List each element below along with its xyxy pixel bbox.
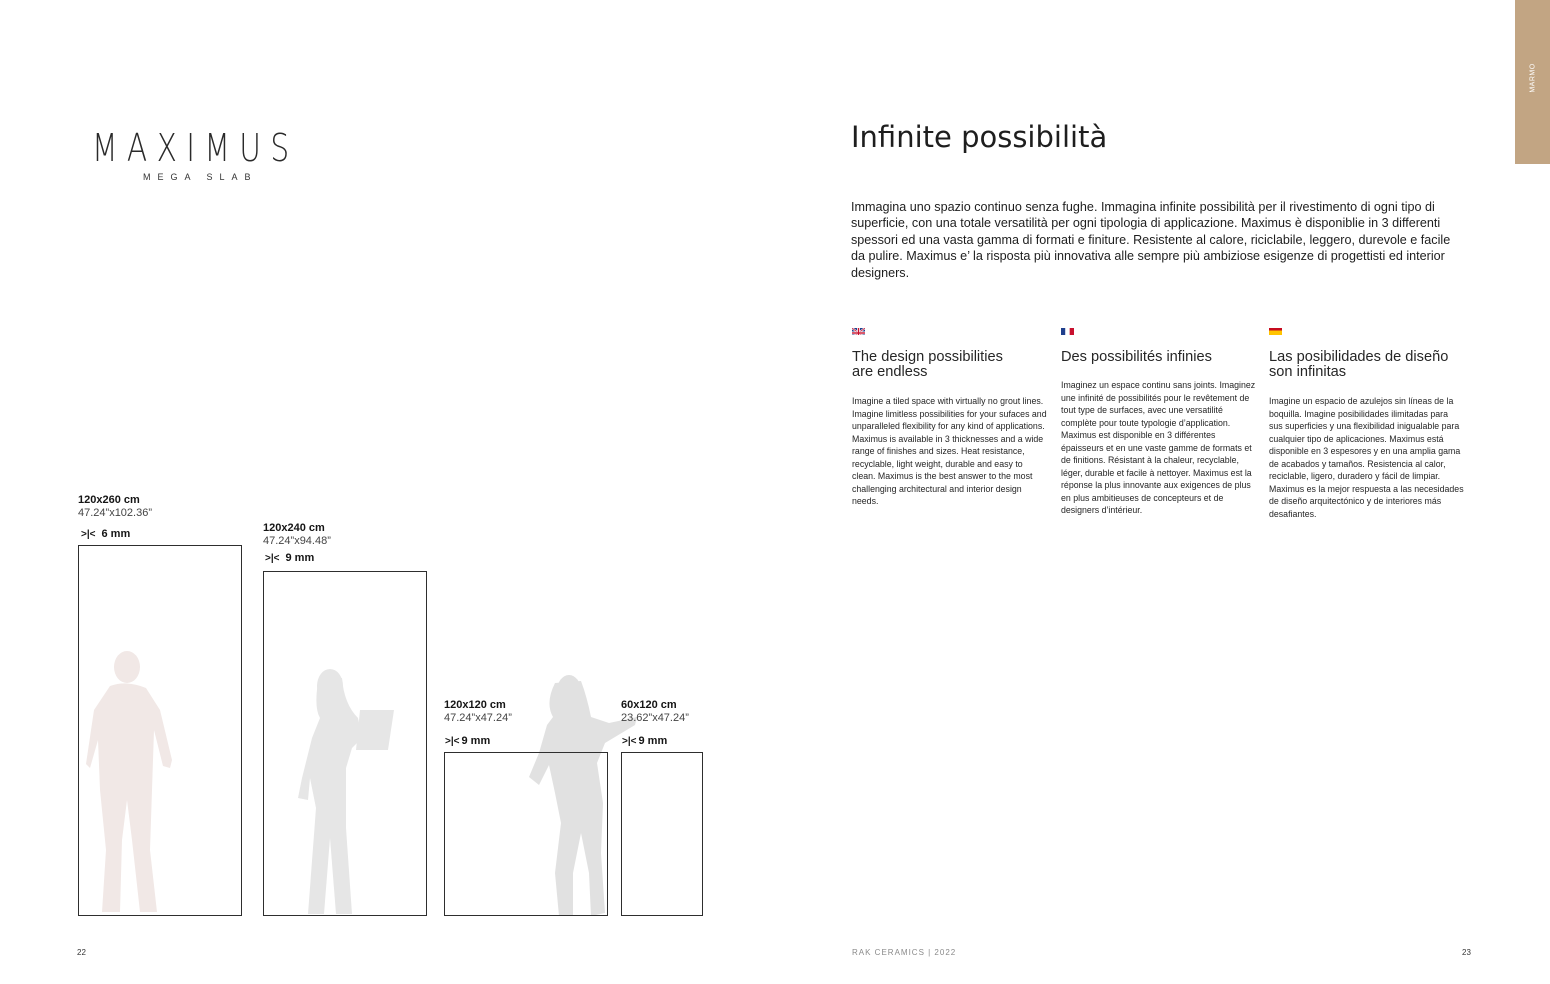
thickness-value: 9 mm (461, 735, 491, 747)
footer-brand: RAK CERAMICS | 2022 (852, 948, 957, 957)
column-body: Imagine un espacio de azulejos sin líneas de la boquilla. Imagine posibilidades ilimitadas para sus superficies y una flexibilidad inigualable para cualquier tipo de aplicaciones. Maximus está disponible en 3 espesores y en una amplia gama de acabados y tamaños. Resistencia al calor, reciclable, ligero, duradero y fácil de limpiar. Maximus es la mejor respuesta a las necesidades de diseño arquitectónico y de interiores más desafiantes. (1269, 396, 1464, 519)
logo-wordmark: MAXIMUS (92, 126, 299, 170)
side-tab (1515, 0, 1550, 164)
thickness-value: 9 mm (285, 552, 315, 564)
logo-subtitle: MEGA SLAB (143, 172, 258, 182)
slab-120x260 (78, 545, 242, 916)
thickness-icon: >|< (265, 553, 280, 564)
thickness-label (265, 552, 314, 564)
france-flag-icon (1061, 325, 1074, 335)
page-number-right: 23 (1462, 948, 1471, 957)
thickness-label (81, 528, 130, 540)
size-label: 120x240 cm (263, 522, 325, 534)
thickness-label (622, 735, 667, 747)
column-heading: Las posibilidades de diseño (1269, 349, 1449, 365)
thickness-value: 9 mm (638, 735, 668, 747)
slab-120x120 (444, 752, 608, 916)
size-label: 120x120 cm (444, 699, 506, 711)
column-body: Imagine a tiled space with virtually no grout lines. Imagine limitless possibilities for your sufaces and unparalleled flexibility for any kind of applications. Maximus is available in 3 thicknesses and a wide range of finishes and sizes. Heat resistance, recyclable, light weight, durable and easy to clean. Maximus is the best answer to the most challenging architectural and interior design needs. (852, 396, 1047, 506)
column-spanish (1269, 350, 1464, 520)
column-heading: Des possibilités infinies (1061, 349, 1212, 365)
column-french (1061, 350, 1256, 517)
page-number-left: 22 (77, 948, 86, 957)
slab-120x240 (263, 571, 427, 916)
size-inches: 23.62”x47.24” (621, 712, 689, 724)
column-heading: The design possibilities (852, 349, 1003, 365)
slab-60x120 (621, 752, 703, 916)
size-inches: 47.24”x47.24” (444, 712, 512, 724)
thickness-icon: >|< (445, 736, 460, 747)
column-heading-line2: are endless (852, 364, 928, 380)
column-body: Imaginez un espace continu sans joints. Imaginez une infinité de possibilités pour le revêtement de tout type de surfaces, avec une versatilité complète pour toute typologie d’application. Maximus est disponible en 3 différentes épaisseurs et en une vaste gamme de formats et de finitions. Résistant à la chaleur, recyclable, léger, durable et facile à nettoyer. Maximus est la réponse la plus innovante aux exigences de plus en plus ambitieuses de concepteurs et de designers d’intérieur. (1061, 380, 1256, 515)
column-heading-line2: son infinitas (1269, 364, 1347, 380)
column-english (852, 350, 1047, 508)
page-title: Infinite possibilità (851, 120, 1108, 154)
spain-flag-icon (1269, 325, 1282, 335)
thickness-icon: >|< (622, 736, 637, 747)
size-label: 60x120 cm (621, 699, 677, 711)
thickness-value: 6 mm (101, 528, 131, 540)
side-tab-label: MARMO (1529, 63, 1536, 93)
uk-flag-icon (852, 325, 865, 335)
intro-paragraph: Immagina uno spazio continuo senza fughe. Immagina infinite possibilità per il rivestimento di ogni tipo di superficie, con una totale versatilità per ogni tipologia di applicazione. Maximus è disponiblie in 3 differenti spessori ed una vasta gamma di formati e finiture. Resistente al calore, riciclabile, leggero, durevole e facile da pulire. Maximus e’ la risposta più innovativa alle sempre più ambiziose esigenze di progettisti ed interior designers. (851, 200, 1451, 280)
thickness-label (445, 735, 490, 747)
size-inches: 47.24”x102.36” (78, 507, 152, 519)
size-inches: 47.24”x94.48” (263, 535, 331, 547)
size-label: 120x260 cm (78, 494, 140, 506)
thickness-icon: >|< (81, 529, 96, 540)
